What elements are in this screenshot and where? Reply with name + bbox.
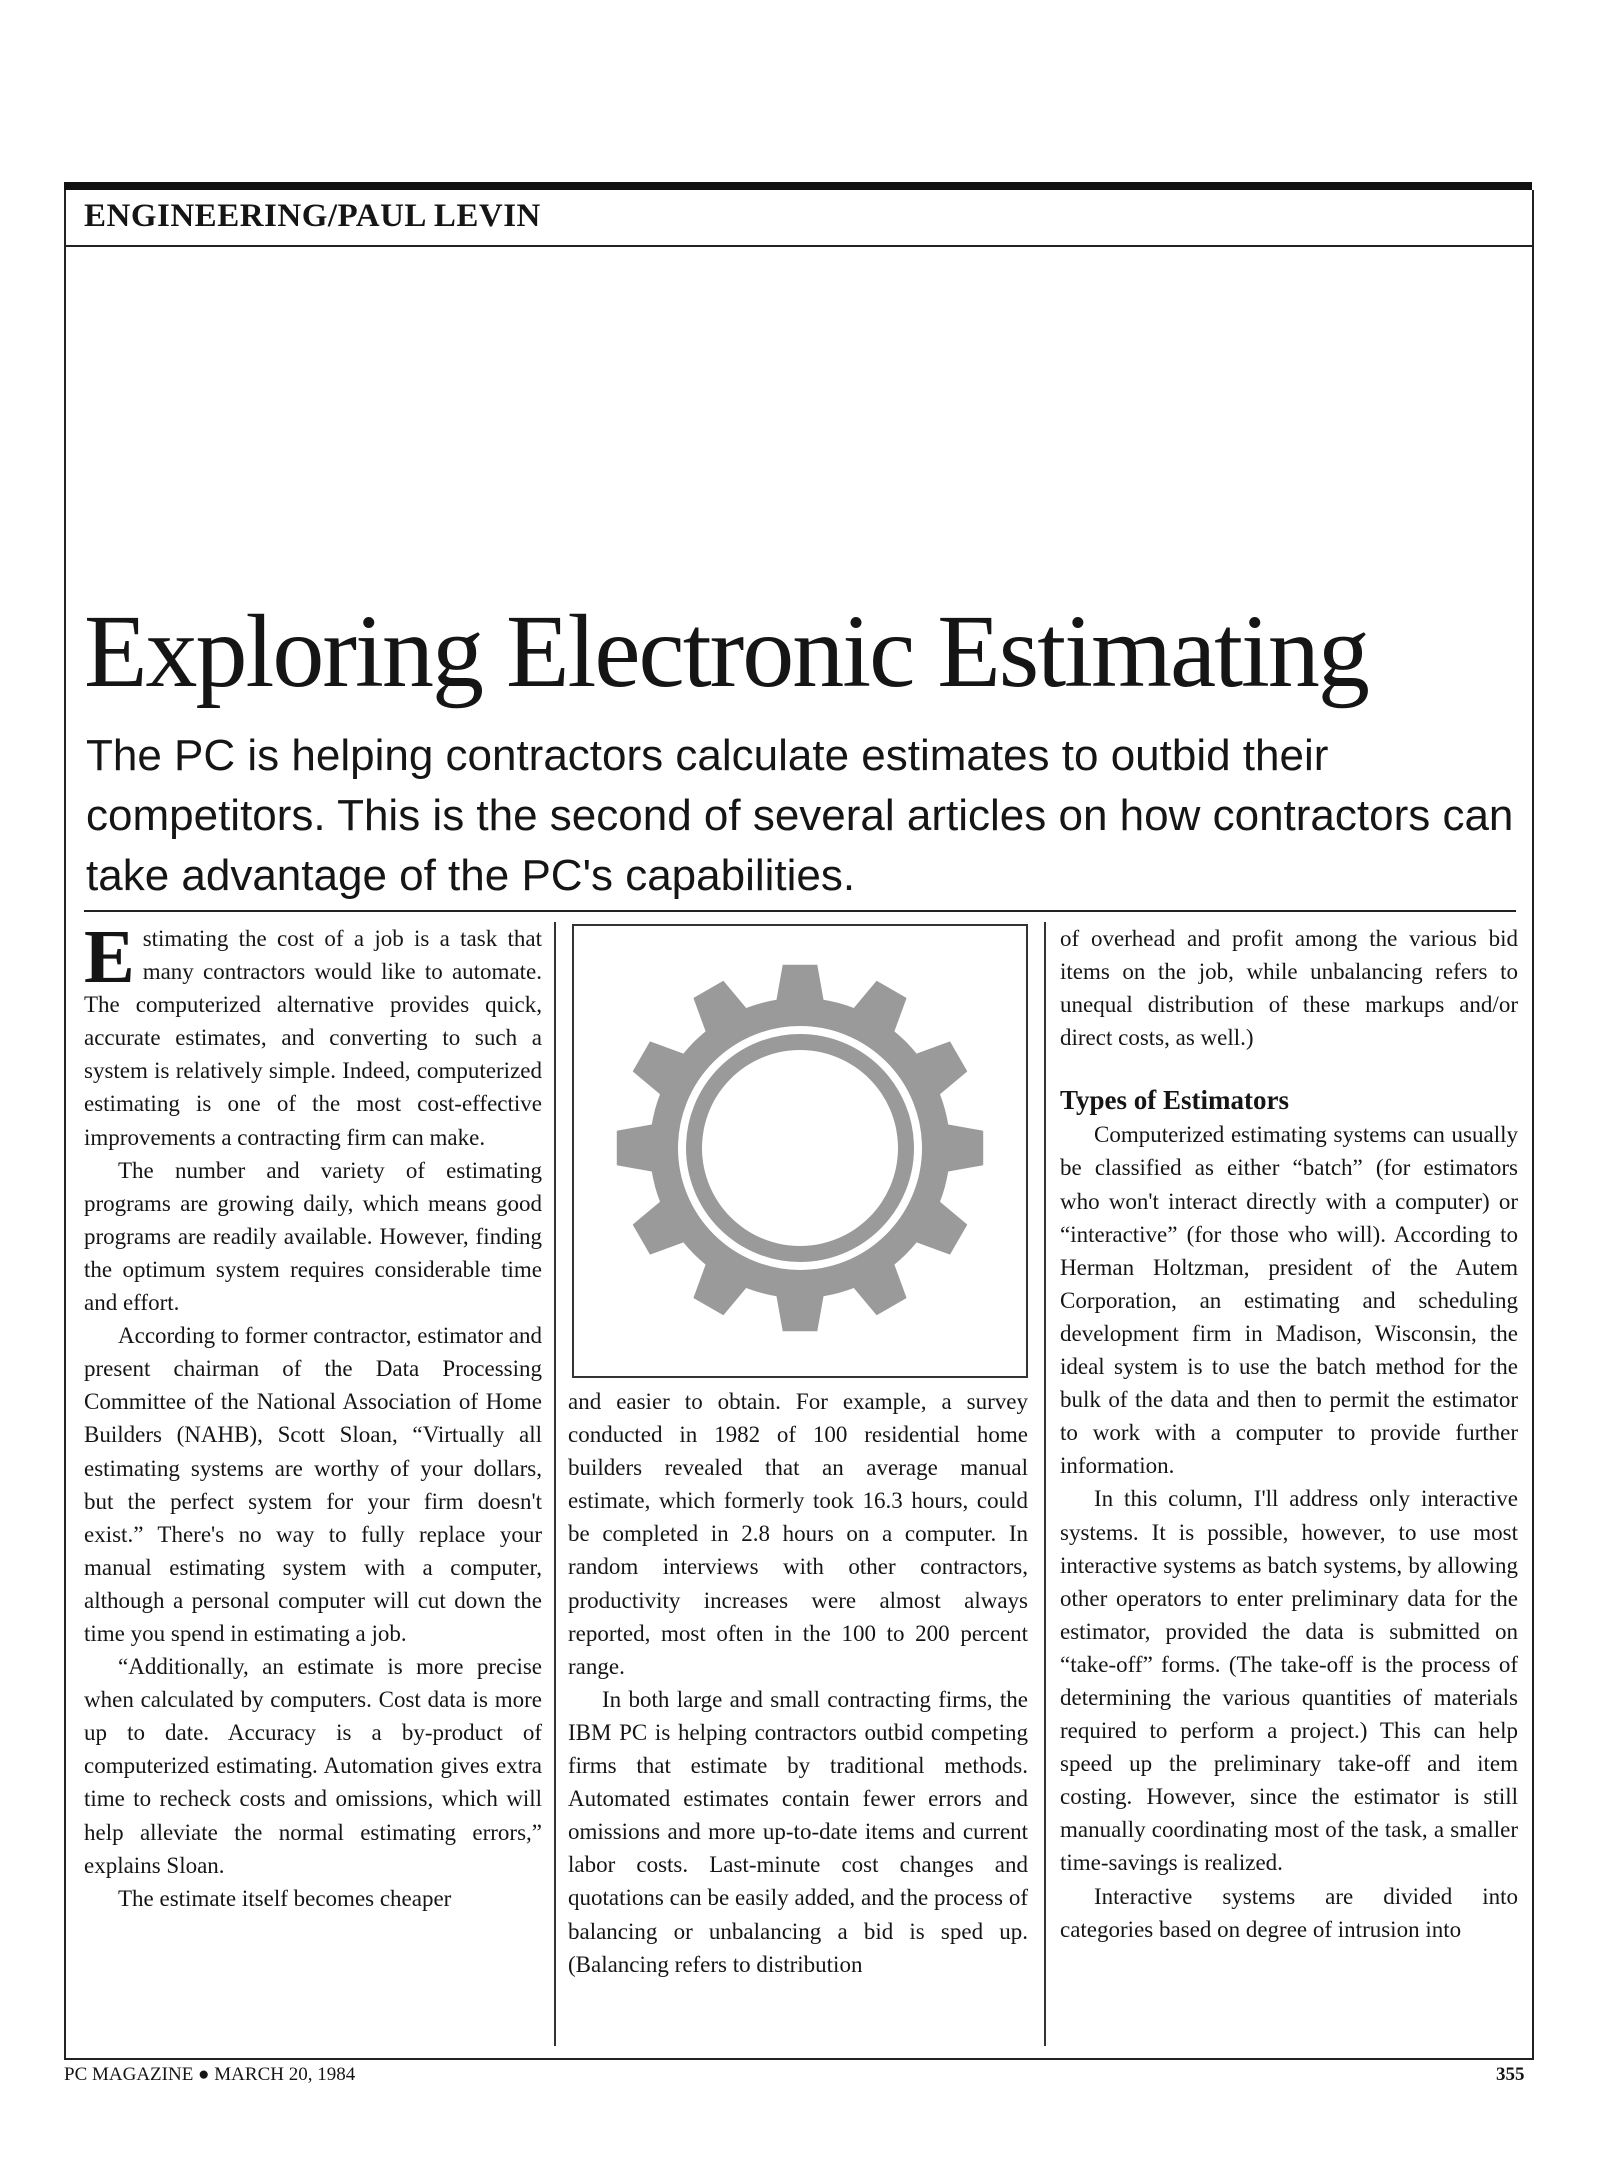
gear-icon (574, 926, 1026, 1376)
paragraph: of overhead and profit among the various bid items on the job, while unbalancing refers to unequal distribution of these markups and/or direct costs, as well.) (1060, 926, 1518, 1051)
column-divider (554, 922, 556, 2046)
gear-figure (572, 924, 1028, 1378)
paragraph: In this column, I'll address only interactive systems. It is possible, however, to use most interactive systems as batch systems, by allowing other operators to enter preliminary data for the estimator, provided the data is submitted on “take-off” forms. (The take-off is the process of determining the various quantities of materials required to perform a project.) This can help speed up the preliminary take-off and item costing. However, since the estimator is still manually coordinating most of the task, a smaller time-savings is realized. (1060, 1486, 1518, 1876)
gear-hole (702, 1050, 898, 1246)
paragraph: Interactive systems are divided into categories based on degree of intrusion into (1060, 1883, 1518, 1942)
top-rule (64, 182, 1532, 190)
paragraph (84, 915, 542, 1154)
paragraph: According to former contractor, estimator and present chairman of the Data Processing Committee of the National Association of Home Builders (NAHB), Scott Sloan, “Virtually all estimating systems are worthy of your dollars, but the perfect system for your firm doesn't exist.” There's no way to fully replace your manual estimating system with a computer, although a personal computer will cut down the time you spend in estimating a job. (84, 1323, 542, 1646)
column-3 (1060, 922, 1518, 1946)
column-1 (84, 915, 542, 1915)
footer-publication: PC MAGAZINE ● MARCH 20, 1984 (64, 2064, 356, 2085)
article-deck: The PC is helping contractors calculate estimates to outbid their competitors. This is the second of several articles on how contractors can take advantage of the PC's capabilities. (86, 731, 1514, 900)
column-2 (568, 1385, 1028, 1981)
deck-rule (84, 910, 1516, 912)
paragraph-text: stimating the cost of a job is a task that many contractors would like to automate. The computerized alternative provides quick, accurate estimates, and converting to such a system is relatively simple. Indeed, computerized estimating is one of the most cost-effective improvements a contracting firm can make. (84, 926, 542, 1150)
paragraph: The estimate itself becomes cheaper (118, 1885, 452, 1911)
drop-cap: E (84, 915, 135, 999)
paragraph: Computerized estimating systems can usually be classified as either “batch” (for estimators who won't interact directly with a computer) or “interactive” (for those who will). According to Herman Holtzman, president of the Autem Corporation, an estimating and scheduling development firm in Madison, Wisconsin, the ideal system is to use the batch method for the bulk of the data and then to permit the estimator to work with a computer to provide further information. (1060, 1122, 1518, 1479)
paragraph: “Additionally, an estimate is more precise when calculated by computers. Cost data is more up to date. Accuracy is a by-product of computerized estimating. Automation gives extra time to recheck costs and omissions, which will help alleviate the normal estimating errors,” explains Sloan. (84, 1654, 542, 1878)
subhead: Types of Estimators (1060, 1085, 1289, 1116)
column-divider (1044, 922, 1046, 2046)
article-title: Exploring Electronic Estimating (84, 594, 1368, 709)
section-rule (64, 245, 1532, 247)
paragraph: and easier to obtain. For example, a survey conducted in 1982 of 100 residential home builders revealed that an average manual estimate, which formerly took 16.3 hours, could be completed in 2.8 hours on a computer. In random interviews with other contractors, productivity increases were almost always reported, most often in the 100 to 200 percent range. (568, 1389, 1028, 1679)
section-label: ENGINEERING/PAUL LEVIN (84, 198, 541, 234)
page-number: 355 (1496, 2064, 1525, 2085)
paragraph: The number and variety of estimating programs are growing daily, which means good programs are readily available. However, finding the optimum system requires considerable time and effort. (84, 1157, 542, 1316)
paragraph: In both large and small contracting firms, the IBM PC is helping contractors outbid competing firms that estimate by traditional methods. Automated estimates contain fewer errors and omissions and more up-to-date items and current labor costs. Last-minute cost changes and quotations can be easily added, and the process of balancing or unbalancing a bid is sped up. (Balancing refers to distribution (568, 1686, 1028, 1977)
